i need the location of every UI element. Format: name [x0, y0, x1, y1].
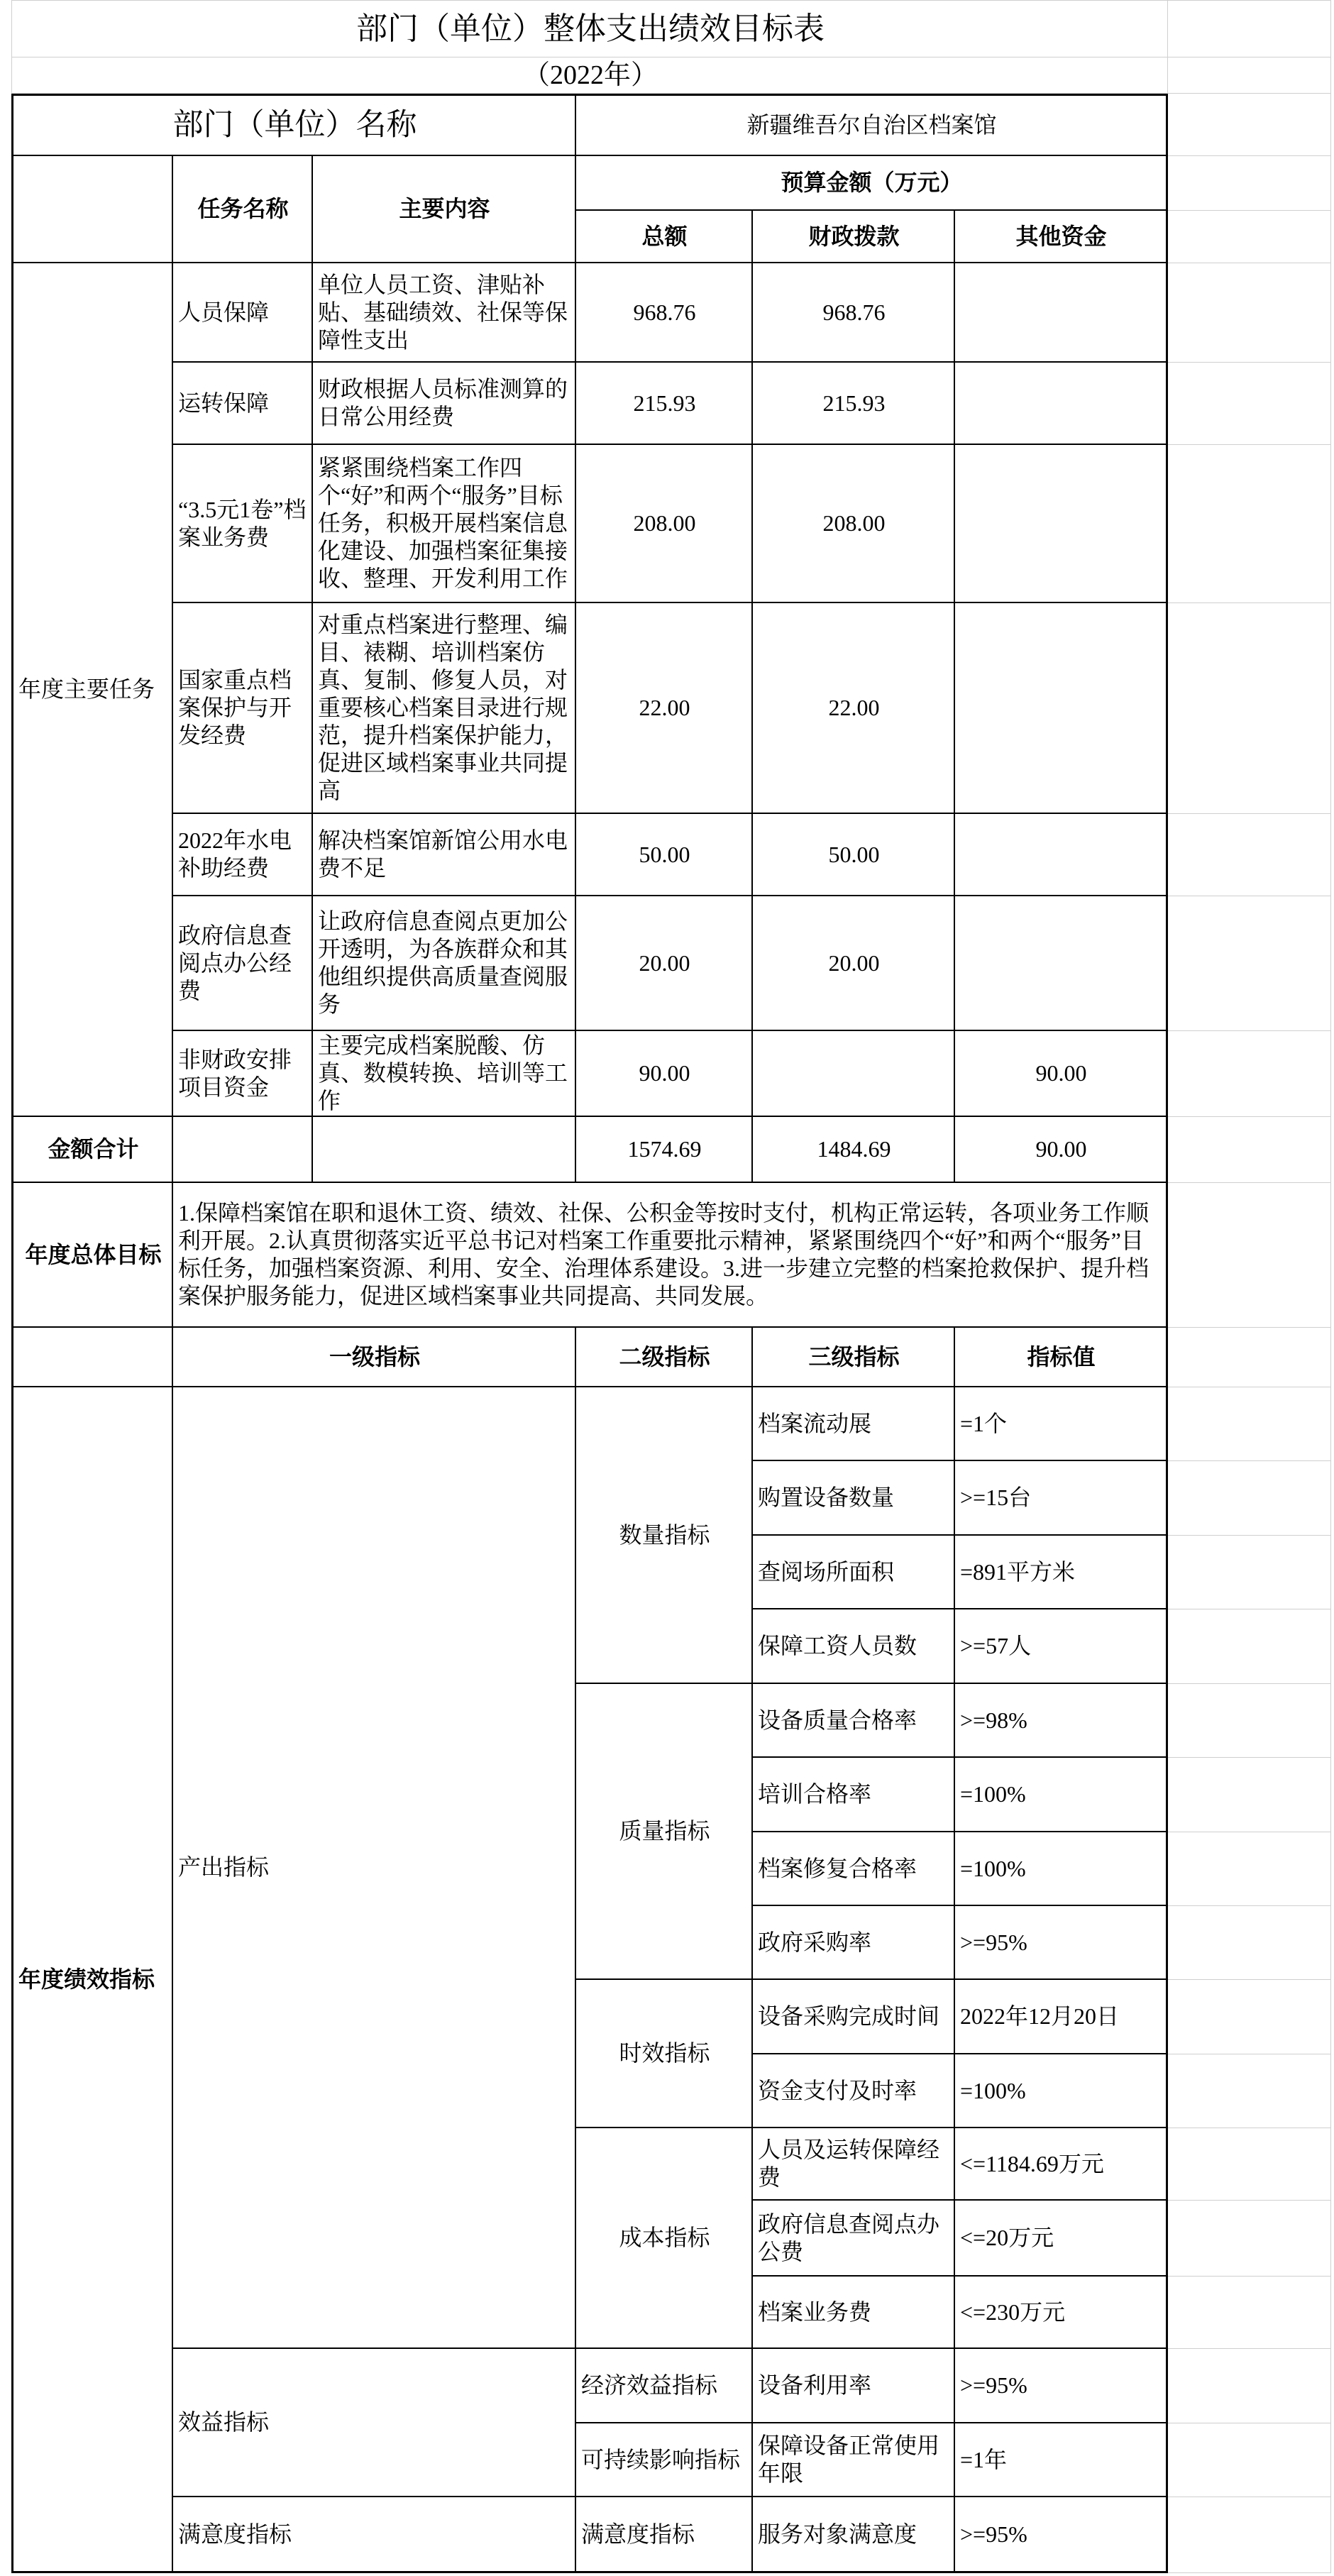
- indicator-value: <=230万元: [955, 2277, 1168, 2349]
- indicator-value: =100%: [955, 2054, 1168, 2128]
- sum-total: 1574.69: [576, 1117, 753, 1183]
- task-content: 单位人员工资、津贴补贴、基础绩效、社保等保障性支出: [313, 263, 576, 363]
- sum-blank-cell: [313, 1117, 576, 1183]
- task-name: 运转保障: [173, 363, 313, 445]
- sheet-grid-cell: [1168, 263, 1331, 363]
- sheet-grid-cell: [1168, 1461, 1331, 1536]
- indicator-value: <=1184.69万元: [955, 2128, 1168, 2201]
- level3-indicator: 设备利用率: [753, 2349, 955, 2423]
- sheet-grid-cell: [1168, 1832, 1331, 1906]
- task-name: 非财政安排项目资金: [173, 1031, 313, 1117]
- level2-indicator: 可持续影响指标: [576, 2423, 753, 2497]
- level1-indicator: 满意度指标: [173, 2497, 576, 2573]
- header-value: 指标值: [955, 1328, 1168, 1387]
- header-level3: 三级指标: [753, 1328, 955, 1387]
- sheet-grid-cell: [1168, 57, 1331, 94]
- task-fiscal: 50.00: [753, 814, 955, 896]
- level3-indicator: 查阅场所面积: [753, 1536, 955, 1609]
- sheet-grid-cell: [1168, 0, 1331, 57]
- level2-indicator: 经济效益指标: [576, 2349, 753, 2423]
- header-level1: 一级指标: [173, 1328, 576, 1387]
- task-fiscal: 22.00: [753, 603, 955, 814]
- indicator-value: >=57人: [955, 1609, 1168, 1684]
- indicator-value: <=20万元: [955, 2201, 1168, 2277]
- sum-fiscal: 1484.69: [753, 1117, 955, 1183]
- header-task-name: 任务名称: [173, 156, 313, 263]
- level3-indicator: 资金支付及时率: [753, 2054, 955, 2128]
- indicator-value: >=98%: [955, 1684, 1168, 1758]
- level3-indicator: 政府采购率: [753, 1906, 955, 1980]
- sum-other: 90.00: [955, 1117, 1168, 1183]
- level2-indicator: 满意度指标: [576, 2497, 753, 2573]
- header-fiscal: 财政拨款: [753, 211, 955, 263]
- indicator-value: =891平方米: [955, 1536, 1168, 1609]
- indicator-value: =1年: [955, 2423, 1168, 2497]
- task-name: 人员保障: [173, 263, 313, 363]
- level3-indicator: 保障设备正常使用年限: [753, 2423, 955, 2497]
- task-other: [955, 603, 1168, 814]
- performance-target-sheet: [11, 0, 1331, 2573]
- indicator-value: >=95%: [955, 1906, 1168, 1980]
- sheet-grid-cell: [1168, 1387, 1331, 1461]
- sheet-grid-cell: [1168, 1183, 1331, 1328]
- task-total: 208.00: [576, 445, 753, 603]
- indicator-value: 2022年12月20日: [955, 1980, 1168, 2054]
- sheet-grid-cell: [1168, 1684, 1331, 1758]
- task-name: 政府信息查阅点办公经费: [173, 896, 313, 1031]
- sheet-grid-cell: [1168, 1328, 1331, 1387]
- task-fiscal: 208.00: [753, 445, 955, 603]
- header-other: 其他资金: [955, 211, 1168, 263]
- task-total: 90.00: [576, 1031, 753, 1117]
- header-total: 总额: [576, 211, 753, 263]
- level2-indicator: 时效指标: [576, 1980, 753, 2128]
- task-other: [955, 814, 1168, 896]
- task-content: 财政根据人员标准测算的日常公用经费: [313, 363, 576, 445]
- sheet-grid-cell: [1168, 211, 1331, 263]
- overall-goal-label: 年度总体目标: [11, 1183, 173, 1328]
- level3-indicator: 档案修复合格率: [753, 1832, 955, 1906]
- level2-indicator: 成本指标: [576, 2128, 753, 2349]
- sheet-grid-cell: [1168, 896, 1331, 1031]
- level3-indicator: 服务对象满意度: [753, 2497, 955, 2573]
- header-task-content: 主要内容: [313, 156, 576, 263]
- level1-indicator: 效益指标: [173, 2349, 576, 2497]
- level3-indicator: 购置设备数量: [753, 1461, 955, 1536]
- level3-indicator: 保障工资人员数: [753, 1609, 955, 1684]
- indicators-section-label: 年度绩效指标: [11, 1387, 173, 2573]
- level3-indicator: 设备质量合格率: [753, 1684, 955, 1758]
- task-total: 215.93: [576, 363, 753, 445]
- task-content: 对重点档案进行整理、编目、裱糊、培训档案仿真、复制、修复人员，对重要核心档案目录进行规范，提升档案保护能力，促进区域档案事业共同提高: [313, 603, 576, 814]
- blank-header-cell: [11, 1328, 173, 1387]
- task-name: 国家重点档案保护与开发经费: [173, 603, 313, 814]
- level3-indicator: 培训合格率: [753, 1758, 955, 1832]
- task-fiscal: 968.76: [753, 263, 955, 363]
- sheet-grid-cell: [1168, 2277, 1331, 2349]
- task-content: 紧紧围绕档案工作四个“好”和两个“服务”目标任务，积极开展档案信息化建设、加强档案征集接收、整理、开发利用工作: [313, 445, 576, 603]
- sheet-grid-cell: [1168, 1609, 1331, 1684]
- level3-indicator: 政府信息查阅点办公费: [753, 2201, 955, 2277]
- sheet-grid-cell: [1168, 2201, 1331, 2277]
- task-total: 22.00: [576, 603, 753, 814]
- dept-name-value: 新疆维吾尔自治区档案馆: [576, 94, 1168, 156]
- sheet-grid-cell: [1168, 2054, 1331, 2128]
- task-other: [955, 896, 1168, 1031]
- sheet-grid-cell: [1168, 1031, 1331, 1117]
- level3-indicator: 档案业务费: [753, 2277, 955, 2349]
- sheet-grid-cell: [1168, 1906, 1331, 1980]
- sheet-grid-cell: [1168, 2497, 1331, 2573]
- tasks-section-label: 年度主要任务: [11, 263, 173, 1117]
- indicator-value: >=15台: [955, 1461, 1168, 1536]
- task-content: 让政府信息查阅点更加公开透明，为各族群众和其他组织提供高质量查阅服务: [313, 896, 576, 1031]
- task-name: 2022年水电补助经费: [173, 814, 313, 896]
- task-other: [955, 445, 1168, 603]
- sum-blank-cell: [173, 1117, 313, 1183]
- sheet-grid-cell: [1168, 2423, 1331, 2497]
- header-level2: 二级指标: [576, 1328, 753, 1387]
- task-other: 90.00: [955, 1031, 1168, 1117]
- indicator-value: >=95%: [955, 2497, 1168, 2573]
- indicator-value: >=95%: [955, 2349, 1168, 2423]
- task-content: 解决档案馆新馆公用水电费不足: [313, 814, 576, 896]
- page-title: 部门（单位）整体支出绩效目标表: [11, 0, 1168, 57]
- sheet-grid-cell: [1168, 2128, 1331, 2201]
- sheet-grid-cell: [1168, 1758, 1331, 1832]
- indicator-value: =100%: [955, 1832, 1168, 1906]
- sum-label: 金额合计: [11, 1117, 173, 1183]
- level3-indicator: 设备采购完成时间: [753, 1980, 955, 2054]
- dept-name-label: 部门（单位）名称: [11, 94, 576, 156]
- sheet-grid-cell: [1168, 156, 1331, 211]
- level2-indicator: 数量指标: [576, 1387, 753, 1684]
- year-label: （2022年）: [11, 57, 1168, 94]
- task-other: [955, 363, 1168, 445]
- header-budget: 预算金额（万元）: [576, 156, 1168, 211]
- task-other: [955, 263, 1168, 363]
- task-total: 968.76: [576, 263, 753, 363]
- level1-indicator: 产出指标: [173, 1387, 576, 2349]
- sheet-grid-cell: [1168, 1980, 1331, 2054]
- sheet-grid-cell: [1168, 363, 1331, 445]
- task-fiscal: [753, 1031, 955, 1117]
- sheet-grid-cell: [1168, 814, 1331, 896]
- sheet-grid-cell: [1168, 1117, 1331, 1183]
- sheet-grid-cell: [1168, 1536, 1331, 1609]
- level3-indicator: 人员及运转保障经费: [753, 2128, 955, 2201]
- sheet-grid-cell: [1168, 2349, 1331, 2423]
- task-content: 主要完成档案脱酸、仿真、数模转换、培训等工作: [313, 1031, 576, 1117]
- task-total: 20.00: [576, 896, 753, 1031]
- sheet-grid-cell: [1168, 445, 1331, 603]
- sheet-grid-cell: [1168, 603, 1331, 814]
- task-total: 50.00: [576, 814, 753, 896]
- indicator-value: =1个: [955, 1387, 1168, 1461]
- task-name: “3.5元1卷”档案业务费: [173, 445, 313, 603]
- indicator-value: =100%: [955, 1758, 1168, 1832]
- level3-indicator: 档案流动展: [753, 1387, 955, 1461]
- level2-indicator: 质量指标: [576, 1684, 753, 1980]
- task-fiscal: 20.00: [753, 896, 955, 1031]
- blank-header-cell: [11, 156, 173, 263]
- sheet-grid-cell: [1168, 94, 1331, 156]
- task-fiscal: 215.93: [753, 363, 955, 445]
- overall-goal-text: 1.保障档案馆在职和退休工资、绩效、社保、公积金等按时支付，机构正常运转，各项业务工作顺利开展。2.认真贯彻落实近平总书记对档案工作重要批示精神，紧紧围绕四个“好”和两个“服务”目标任务，加强档案资源、利用、安全、治理体系建设。3.进一步建立完整的档案抢救保护、提升档案保护服务能力，促进区域档案事业共同提高、共同发展。: [173, 1183, 1168, 1328]
